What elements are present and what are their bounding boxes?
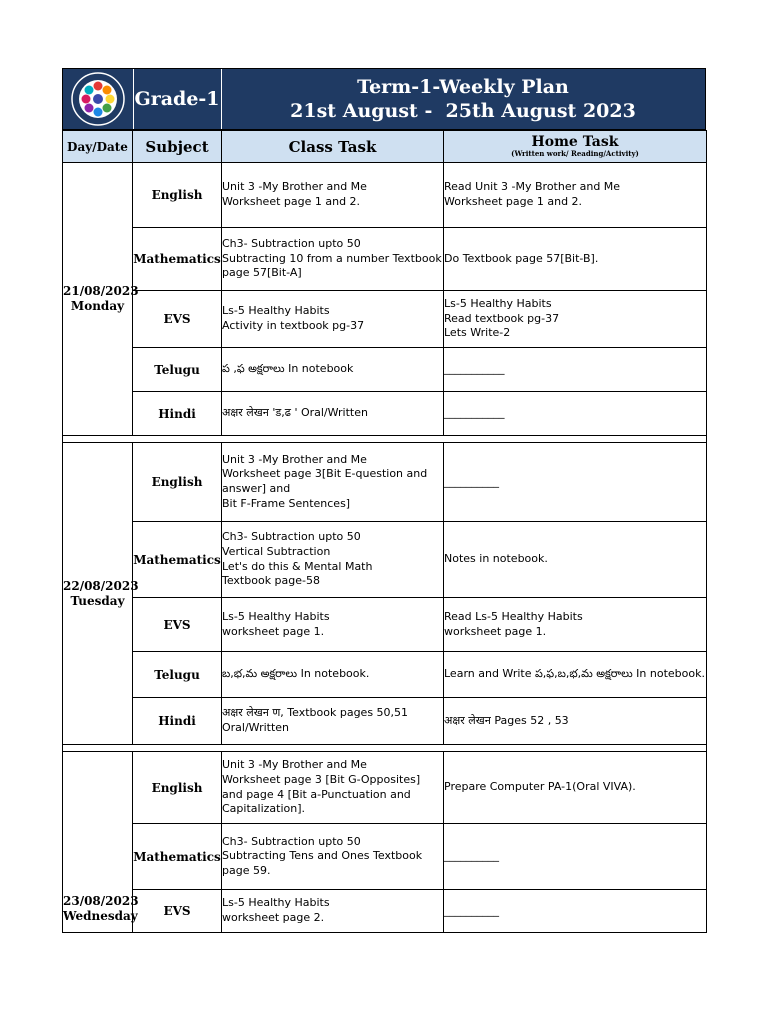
school-logo-icon xyxy=(71,72,125,126)
subject-cell: Hindi xyxy=(133,698,222,745)
class-task-cell: Ch3- Subtraction upto 50 Vertical Subtraction Let's do this & Mental Math Textbook page-58 xyxy=(222,522,444,598)
home-task-cell: ___________ xyxy=(444,348,707,392)
date: 21/08/2023 xyxy=(63,284,139,298)
home-task-cell: Notes in notebook. xyxy=(444,522,707,598)
class-task-cell: अक्षर लेखन ण, Textbook pages 50,51 Oral/Written xyxy=(222,698,444,745)
weekday: Tuesday xyxy=(70,593,125,608)
table-row xyxy=(63,652,707,698)
title-line-2: 21st August - 25th August 2023 xyxy=(290,100,636,122)
table-row xyxy=(63,890,707,933)
logo-cell xyxy=(63,69,134,129)
subject-cell: Telugu xyxy=(133,348,222,392)
subject-cell: English xyxy=(133,163,222,228)
date-cell xyxy=(63,163,139,436)
table-row xyxy=(63,522,707,598)
day-separator xyxy=(63,436,707,443)
home-task-cell: __________ xyxy=(444,443,707,522)
class-task-cell: Ls-5 Healthy Habits worksheet page 2. xyxy=(222,890,444,933)
subject-cell: EVS xyxy=(133,598,222,652)
subject-cell: Mathematics xyxy=(133,522,222,598)
table-row xyxy=(63,228,707,291)
grade-label: Grade-1 xyxy=(133,69,222,129)
subject-cell: Mathematics xyxy=(133,824,222,890)
class-task-cell: Ls-5 Healthy Habits worksheet page 1. xyxy=(222,598,444,652)
table-row xyxy=(63,348,707,392)
col-home-task xyxy=(444,131,707,163)
home-task-cell: Read Unit 3 -My Brother and Me Worksheet page 1 and 2. xyxy=(444,163,707,228)
home-task-cell: Prepare Computer PA-1(Oral VIVA). xyxy=(444,752,707,824)
subject-cell: Mathematics xyxy=(133,228,222,291)
home-task-cell: __________ xyxy=(444,890,707,933)
plan-header xyxy=(62,68,706,130)
home-task-title: Home Task xyxy=(531,134,619,150)
title-line-1: Term-1-Weekly Plan xyxy=(357,76,569,98)
class-task-cell: Unit 3 -My Brother and Me Worksheet page 3[Bit E-question and answer] and Bit F-Frame Sentences] xyxy=(222,443,444,522)
column-header-row xyxy=(63,131,707,163)
class-task-cell: ప ,ఫ అక్షరాలు In notebook xyxy=(222,348,444,392)
class-task-cell: Unit 3 -My Brother and Me Worksheet page 3 [Bit G-Opposites] and page 4 [Bit a-Punctuation and Capitalization]. xyxy=(222,752,444,824)
subject-cell: EVS xyxy=(133,291,222,348)
subject-cell: Telugu xyxy=(133,652,222,698)
class-task-cell: Ch3- Subtraction upto 50 Subtracting Tens and Ones Textbook page 59. xyxy=(222,824,444,890)
home-task-cell: Learn and Write ప,ఫ,బ,భ,మ అక్షరాలు In notebook. xyxy=(444,652,707,698)
plan-table xyxy=(62,130,707,933)
class-task-cell: బ,భ,మ అక్షరాలు In notebook. xyxy=(222,652,444,698)
home-task-cell: __________ xyxy=(444,824,707,890)
date-cell xyxy=(63,752,139,933)
weekday: Wednesday xyxy=(63,909,138,923)
day-separator xyxy=(63,745,707,752)
weekday: Monday xyxy=(70,299,125,313)
table-row xyxy=(63,598,707,652)
date: 23/08/2023 xyxy=(63,894,139,908)
col-subject: Subject xyxy=(133,131,222,163)
date: 22/08/2023 xyxy=(63,578,139,593)
col-class-task: Class Task xyxy=(222,131,444,163)
subject-cell: Hindi xyxy=(133,392,222,436)
home-task-cell: Do Textbook page 57[Bit-B]. xyxy=(444,228,707,291)
home-task-note: (Written work/ Reading/Activity) xyxy=(511,149,639,158)
table-row xyxy=(63,443,707,522)
table-row xyxy=(63,752,707,824)
home-task-cell: Ls-5 Healthy Habits Read textbook pg-37 Lets Write-2 xyxy=(444,291,707,348)
home-task-cell: Read Ls-5 Healthy Habits worksheet page 1. xyxy=(444,598,707,652)
table-row xyxy=(63,824,707,890)
home-task-cell: अक्षर लेखन Pages 52 , 53 xyxy=(444,698,707,745)
table-row xyxy=(63,392,707,436)
table-row xyxy=(63,291,707,348)
class-task-cell: अक्षर लेखन 'ड,ढ ' Oral/Written xyxy=(222,392,444,436)
table-row xyxy=(63,698,707,745)
class-task-cell: Ch3- Subtraction upto 50 Subtracting 10 from a number Textbook page 57[Bit-A] xyxy=(222,228,444,291)
home-task-cell: ___________ xyxy=(444,392,707,436)
class-task-cell: Ls-5 Healthy Habits Activity in textbook pg-37 xyxy=(222,291,444,348)
subject-cell: English xyxy=(133,443,222,522)
date-cell xyxy=(63,443,139,745)
table-row xyxy=(63,163,707,228)
col-day-date: Day/Date xyxy=(63,131,133,163)
subject-cell: English xyxy=(133,752,222,824)
class-task-cell: Unit 3 -My Brother and Me Worksheet page 1 and 2. xyxy=(222,163,444,228)
subject-cell: EVS xyxy=(133,890,222,933)
plan-title xyxy=(221,69,705,129)
